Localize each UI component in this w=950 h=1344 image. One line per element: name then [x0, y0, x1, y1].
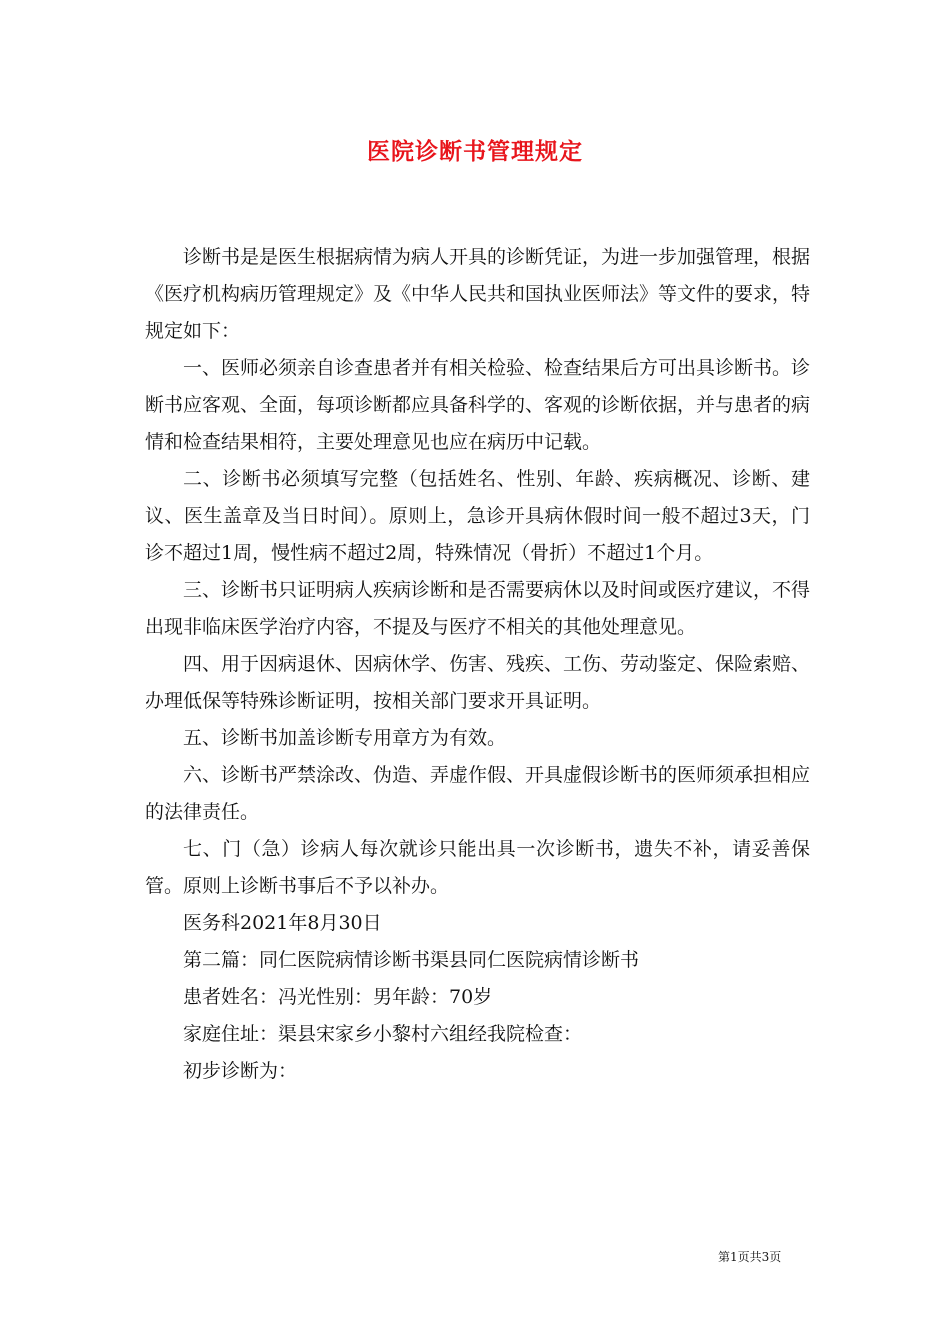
page-title: 医院诊断书管理规定 [367, 138, 583, 165]
rule-1-paragraph: 一、医师必须亲自诊查患者并有相关检验、检查结果后方可出具诊断书。诊断书应客观、全面，每项诊断都应具备科学的、客观的诊断依据，并与患者的病情和检查结果相符，主要处理意见也应在病历中记载。 [145, 357, 811, 453]
rule-3-paragraph: 三、诊断书只证明病人疾病诊断和是否需要病休以及时间或医疗建议，不得出现非临床医学治疗内容，不提及与医疗不相关的其他处理意见。 [145, 579, 811, 638]
intro-paragraph: 诊断书是是医生根据病情为病人开具的诊断凭证，为进一步加强管理，根据《医疗机构病历管理规定》及《中华人民共和国执业医师法》等文件的要求，特规定如下： [145, 246, 811, 342]
document-body [145, 239, 810, 1090]
rule-6-paragraph: 六、诊断书严禁涂改、伪造、弄虚作假、开具虚假诊断书的医师须承担相应的法律责任。 [145, 764, 811, 823]
signature-line: 医务科2021年8月30日 [183, 912, 382, 934]
page-number-footer: 第1页共3页 [718, 1250, 782, 1264]
address-line: 家庭住址：渠县宋家乡小黎村六组经我院检查： [183, 1023, 583, 1045]
diagnosis-line: 初步诊断为： [183, 1060, 298, 1082]
patient-info-line: 患者姓名：冯光性别：男年龄：70岁 [183, 986, 493, 1008]
second-part-heading: 第二篇：同仁医院病情诊断书渠县同仁医院病情诊断书 [183, 949, 640, 971]
rule-4-paragraph: 四、用于因病退休、因病休学、伤害、残疾、工伤、劳动鉴定、保险索赔、办理低保等特殊诊断证明，按相关部门要求开具证明。 [145, 653, 811, 712]
rule-5-paragraph: 五、诊断书加盖诊断专用章方为有效。 [183, 727, 507, 749]
rule-7-paragraph: 七、门（急）诊病人每次就诊只能出具一次诊断书，遗失不补，请妥善保管。原则上诊断书事后不予以补办。 [145, 838, 810, 897]
rule-2-paragraph: 二、诊断书必须填写完整（包括姓名、性别、年龄、疾病概况、诊断、建议、医生盖章及当日时间）。原则上，急诊开具病休假时间一般不超过3天，门诊不超过1周，慢性病不超过2周，特殊情况（骨折）不超过1个月。 [145, 468, 810, 564]
